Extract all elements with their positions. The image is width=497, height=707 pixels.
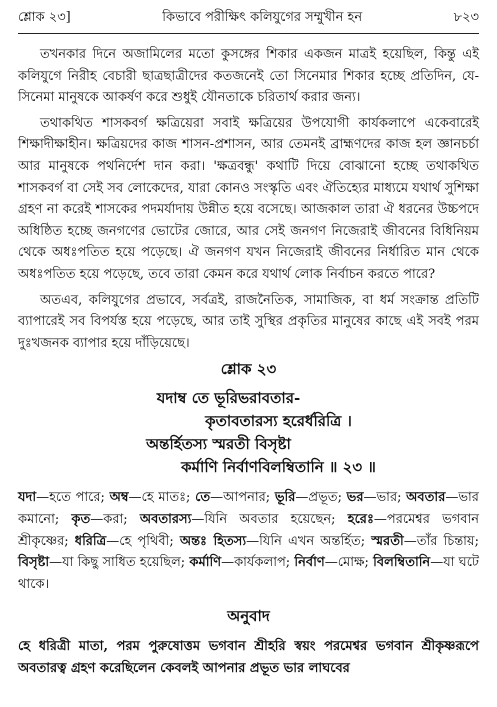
verse-title: শ্লোক ২৩ bbox=[220, 360, 277, 379]
verse-reference: শ্লোক ২৩] bbox=[18, 10, 71, 25]
verse-line-3: অন্তর্হিতস্য স্মরতী বিসৃষ্টা bbox=[146, 435, 291, 454]
synonym-term: কৃত bbox=[71, 511, 91, 527]
synonym-meaning: ভার কমানো; bbox=[18, 490, 479, 527]
synonym-term: অন্তঃ হিতস্য bbox=[179, 533, 247, 549]
synonym-meaning: হে মাতঃ; bbox=[141, 490, 191, 506]
synonym-term: তে bbox=[195, 490, 211, 506]
synonym-term: ভূরি bbox=[274, 490, 296, 506]
synonym-meaning: প্রভূত; bbox=[308, 490, 342, 506]
word-synonyms: যদা—হতে পারে; অম্ব—হে মাতঃ; তে—আপনার; ভূরি—প্রভূত; ভর—ভার; অবতার—ভার কমানো; কৃত—করা; অবতারস্য—যিনি অবতার হয়েছেন; হরেঃ—পরমেশ্বর ভগবান শ্রীকৃষ্ণের; ধরিত্রি—হে পৃথিবী; অন্তঃ হিতস্য—যিনি এখন অন্তর্হিত; স্মরতী—তাঁর চিন্তায়; বিসৃষ্টা—যা কিছু সাধিত হয়েছিল; কর্মাণি—কার্যকলাপ; নির্বাণ—মোক্ষ; বিলম্বিতানি—যা ঘটে থাকে। bbox=[18, 490, 480, 592]
synonym-term: বিলম্বিতানি bbox=[373, 555, 431, 571]
running-header bbox=[18, 8, 479, 34]
verse-line-2: কৃতাবতারস্য হরের্ধরিত্রি । bbox=[205, 412, 352, 431]
translation-heading: অনুবাদ bbox=[227, 607, 270, 626]
synonym-meaning: যিনি অবতার হয়েছেন; bbox=[204, 511, 336, 527]
synonym-term: ধরিত্রি bbox=[74, 533, 107, 549]
synonym-term: যদা bbox=[18, 490, 37, 506]
purport-paragraph-3: অতএব, কলিযুগের প্রভাবে, সর্বত্রই, রাজনৈতিক, সামাজিক, বা ধর্ম সংক্রান্ত প্রতিটি ব্যাপারেই সব বিপর্যস্ত হয়ে পড়েছে, আর তাই সুস্থির প্রকৃতির মানুষের কাছে এই সবই পরম দুঃখজনক ব্যাপার হয়ে দাঁড়িয়েছে। bbox=[18, 292, 479, 351]
synonym-term: অবতার bbox=[406, 490, 446, 506]
synonym-term: নির্বাণ bbox=[294, 555, 325, 571]
synonym-meaning: হতে পারে; bbox=[49, 490, 105, 506]
synonym-meaning: আপনার; bbox=[223, 490, 271, 506]
purport-paragraph-2: তথাকথিত শাসকবর্গ ক্ষত্রিয়েরা সবাই ক্ষত্রিয়ের উপযোগী কার্যকলাপে একেবারেই শিক্ষাদীক্ষাহীন। ক্ষত্রিয়দের কাজ শাসন-প্রশাসন, আর তেমনই ব্রাহ্মণদের কাজ হল জ্ঞানচর্চা আর মানুষকে পথনির্দেশ দান করা। 'ক্ষত্রবন্ধু' কথাটি দিয়ে বোঝানো হচ্ছে তথাকথিত শাসকবর্গ বা সেই সব লোকেদের, যারা কোনও সংস্কৃতি এবং ঐতিহ্যের মাধ্যমে যথার্থ সুশিক্ষা গ্রহণ না করেই শাসকের পদমর্যাদায় উন্নীত হয়ে বসেছে। আজকাল তারা ঐ ধরনের উচ্চপদে অধিষ্ঠিত হচ্ছে জনগণের ভোটের জোরে, আর সেই জনগণ নিজেরাই জীবনের বিধিনিয়ম থেকে অধঃপতিত হয়ে পড়েছে। ঐ জনগণ যখন নিজেরাই জীবনের নির্ধারিত মান থেকে অধঃপতিত হয়ে পড়েছে, তবে তারা কেমন করে যথার্থ লোক নির্বাচন করতে পারে? bbox=[18, 115, 479, 282]
synonym-meaning: করা; bbox=[103, 511, 128, 527]
synonym-meaning: যা ঘটে থাকে। bbox=[18, 555, 480, 592]
synonym-term: হরেঃ bbox=[347, 511, 374, 527]
synonym-meaning: পরমেশ্বর ভগবান শ্রীকৃষ্ণের; bbox=[18, 511, 480, 549]
synonym-meaning: ভার; bbox=[376, 490, 402, 506]
synonym-term: কর্মাণি bbox=[189, 555, 222, 571]
synonym-meaning: হে পৃথিবী; bbox=[119, 533, 174, 549]
synonym-term: ভর bbox=[346, 490, 364, 506]
verse-line-4: কর্মাণি নির্বাণবিলম্বিতানি ॥ ২৩ ॥ bbox=[181, 458, 376, 477]
verse-block bbox=[18, 358, 479, 479]
chapter-title: কিভাবে পরীক্ষিৎ কলিযুগের সম্মুখীন হন bbox=[162, 10, 363, 25]
verse-line-1: যদাম্ব তে ভূরিভরাবতার- bbox=[156, 389, 301, 408]
synonym-meaning: মোক্ষ; bbox=[337, 555, 369, 571]
synonym-term: অম্ব bbox=[109, 490, 129, 506]
synonym-meaning: যিনি এখন অন্তর্হিত; bbox=[259, 533, 366, 549]
synonym-meaning: তাঁর চিন্তায়; bbox=[416, 533, 479, 549]
synonym-term: বিসৃষ্টা bbox=[18, 555, 50, 571]
purport-paragraph-1: তখনকার দিনে অজামিলের মতো কুসঙ্গের শিকার একজন মাত্রই হয়েছিল, কিন্তু এই কলিযুগে নিরীহ বেচারী ছাত্রছাত্রীদের কতজনেই তো সিনেমার শিকার হচ্ছে প্রতিদিন, যে-সিনেমা মানুষকে আকর্ষণ করে শুধুই যৌনতাকে চরিতার্থ করার জন্য। bbox=[18, 47, 479, 106]
synonym-meaning: যা কিছু সাধিত হয়েছিল; bbox=[62, 555, 186, 571]
translation-text: হে ধরিত্রী মাতা, পরম পুরুষোত্তম ভগবান শ্রীহরি স্বয়ং পরমেশ্বর ভগবান শ্রীকৃষ্ণরূপে অবতারত্ব গ্রহণ করেছিলেন কেবলই আপনার প্রভূত ভার লাঘবের bbox=[18, 639, 479, 676]
synonym-term: স্মরতী bbox=[371, 533, 404, 549]
synonym-meaning: কার্যকলাপ; bbox=[234, 555, 291, 571]
page-number: ৮২৩ bbox=[453, 10, 479, 25]
synonym-term: অবতারস্য bbox=[139, 511, 192, 527]
